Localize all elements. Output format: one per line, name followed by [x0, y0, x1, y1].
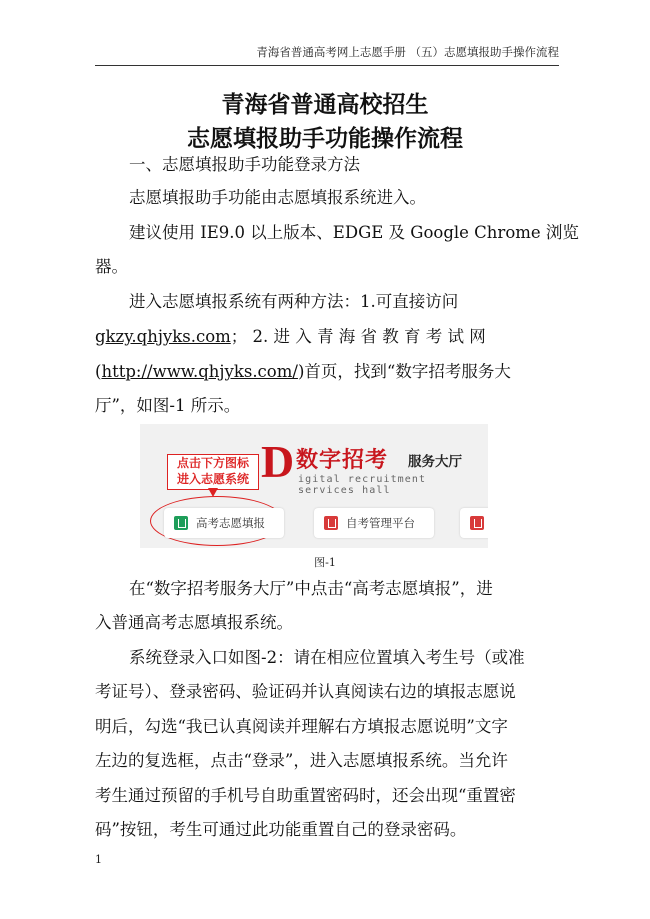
paragraph-3-text: 进入志愿填报系统有两种方法：1.可直接访问	[129, 292, 459, 311]
paragraph-5-line2: 考证号）、登录密码、验证码并认真阅读右边的填报志愿说	[95, 682, 516, 701]
logo-english-text: igital recruitment services hall	[298, 474, 427, 496]
logo-sub-text: 服务大厅	[408, 454, 462, 470]
paragraph-4-line1: 在“数字招考服务大厅”中点击“高考志愿填报”，进	[129, 579, 493, 598]
paragraph-3-line2-text: ； 2. 进 入 青 海 省 教 育 考 试 网	[230, 327, 486, 346]
page-number: 1	[95, 853, 102, 866]
paragraph-5-line5: 考生通过预留的手机号自助重置密码时，还会出现“重置密	[95, 786, 516, 805]
link-gkzy[interactable]: gkzy.qhjyks.com	[95, 327, 231, 346]
figure-caption: 图-1	[314, 556, 336, 569]
document-icon	[324, 516, 338, 530]
zikao-button-label: 自考管理平台	[346, 516, 415, 530]
paragraph-3-line1	[129, 291, 559, 313]
section-heading: 一、志愿填报助手功能登录方法	[129, 155, 360, 174]
paragraph-4-line2: 入普通高考志愿填报系统。	[95, 613, 293, 632]
logo-letter: D	[261, 436, 295, 487]
paragraph-3-line3-text: )首页，找到“数字招考服务大	[297, 362, 511, 381]
paragraph-5-line1: 系统登录入口如图-2：请在相应位置填入考生号（或准	[129, 648, 525, 667]
document-icon	[470, 516, 484, 530]
callout-box	[167, 454, 259, 490]
link-qhjyks[interactable]: http://www.qhjyks.com/	[101, 362, 298, 381]
paragraph-5-line4: 左边的复选框，点击“登录”，进入志愿填报系统。当允许	[95, 751, 508, 770]
paragraph-2-line1: 建议使用 IE9.0 以上版本、EDGE 及 Google Chrome 浏览	[129, 223, 579, 242]
page-header: 青海省普通高考网上志愿手册 （五）志愿填报助手操作流程	[95, 44, 559, 66]
paren-open: (	[95, 362, 102, 381]
document-title-line1: 青海省普通高校招生	[221, 92, 429, 118]
paragraph-1: 志愿填报助手功能由志愿填报系统进入。	[129, 188, 426, 207]
logo-main-text: 数字招考	[296, 448, 389, 473]
paragraph-3-line2	[95, 326, 559, 348]
callout-line1: 点击下方图标	[176, 456, 249, 470]
paragraph-5-line6: 码”按钮，考生可通过此功能重置自己的登录密码。	[95, 820, 467, 839]
paragraph-2-line2: 器。	[95, 257, 128, 276]
paragraph-3-line4: 厅”，如图-1 所示。	[95, 396, 241, 415]
gaokao-button-label: 高考志愿填报	[196, 516, 265, 530]
paragraph-3-line3	[95, 361, 559, 383]
bookmark-icon	[174, 516, 188, 530]
paragraph-5-line3: 明后，勾选“我已认真阅读并理解右方填报志愿说明”文字	[95, 717, 508, 736]
callout-line2: 进入志愿系统	[176, 472, 249, 486]
figure-1-screenshot	[140, 424, 488, 548]
partial-button[interactable]	[460, 508, 488, 538]
gaokao-volunteer-button[interactable]	[164, 508, 284, 538]
zikao-platform-button[interactable]	[314, 508, 434, 538]
document-title-line2: 志愿填报助手功能操作流程	[187, 126, 463, 152]
